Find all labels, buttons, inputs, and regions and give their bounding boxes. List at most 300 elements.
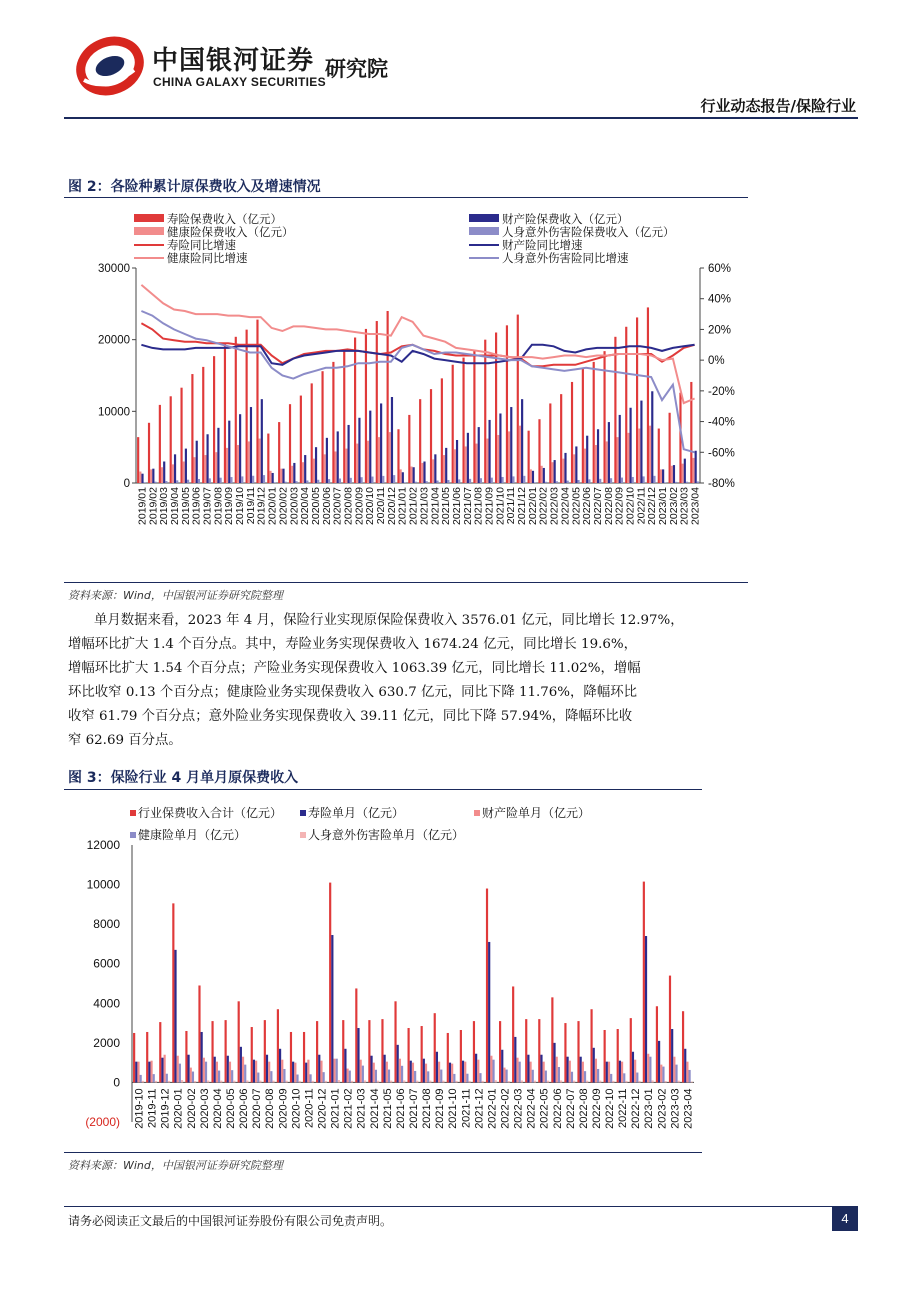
x-tick-label: 2021/05 xyxy=(440,487,453,525)
bar xyxy=(527,1055,529,1083)
bar xyxy=(159,1022,161,1082)
x-tick-label: 2022/06 xyxy=(581,487,594,525)
bar xyxy=(150,469,152,483)
bar xyxy=(334,451,336,483)
bar xyxy=(257,1073,259,1083)
bar xyxy=(473,1021,475,1082)
bar xyxy=(240,1047,242,1083)
bar xyxy=(551,997,553,1082)
bar xyxy=(292,1062,294,1083)
bar xyxy=(643,476,645,483)
bar xyxy=(630,408,632,483)
bar xyxy=(521,1080,523,1082)
bar xyxy=(625,1081,627,1083)
bar xyxy=(185,1031,187,1082)
institute-label: 研究院 xyxy=(325,57,388,81)
bar xyxy=(517,315,519,483)
bar xyxy=(209,478,211,483)
bar xyxy=(608,422,610,483)
bar xyxy=(261,399,263,483)
bar xyxy=(135,1062,137,1083)
x-tick-label: 2020/01 xyxy=(266,487,279,525)
bar xyxy=(348,425,350,483)
bar xyxy=(309,1074,311,1082)
bar xyxy=(478,427,480,483)
x-tick-label: 2020/12 xyxy=(385,487,398,525)
bar xyxy=(479,1073,481,1082)
bar xyxy=(389,432,391,483)
legend-label: 寿险同比增速 xyxy=(167,240,236,252)
bar xyxy=(238,1001,240,1082)
bar xyxy=(242,1057,244,1083)
legend-label: 健康险单月（亿元） xyxy=(138,828,247,842)
bar xyxy=(312,1081,314,1083)
x-tick-label: 2020-07 xyxy=(251,1088,264,1129)
paragraph-line: 增幅环比扩大 1.54 个百分点；产险业务实现保费收入 1063.39 亿元，同比增长 11.02%，增幅 xyxy=(68,661,641,676)
bar xyxy=(302,462,304,483)
x-tick-label: 2019/06 xyxy=(190,487,203,525)
bar xyxy=(658,1041,660,1083)
bar xyxy=(425,1064,427,1083)
bar xyxy=(678,1081,680,1083)
bar xyxy=(150,1061,152,1083)
bar xyxy=(172,464,174,483)
y-tick-label-right: -60% xyxy=(708,447,735,460)
legend-swatch xyxy=(474,810,480,816)
x-tick-label: 2021-09 xyxy=(434,1088,447,1129)
bar xyxy=(192,1072,194,1083)
bar xyxy=(443,455,445,483)
bar xyxy=(421,1026,423,1082)
bar xyxy=(691,1082,693,1083)
bar xyxy=(445,448,447,483)
bar xyxy=(204,455,206,483)
bar xyxy=(193,457,195,483)
bar xyxy=(682,1011,684,1082)
bar xyxy=(350,478,352,483)
bar xyxy=(514,1037,516,1083)
bar xyxy=(214,1057,216,1083)
bar xyxy=(237,445,239,483)
bar xyxy=(467,433,469,483)
bar xyxy=(499,413,501,483)
y-tick-label-right: 60% xyxy=(708,263,732,275)
bar xyxy=(534,1081,536,1083)
bar xyxy=(202,367,204,483)
figure2-source: 资料来源：Wind，中国银河证券研究院整理 xyxy=(68,589,283,602)
bar xyxy=(364,1080,366,1082)
bar xyxy=(286,1081,288,1083)
x-tick-label: 2021-08 xyxy=(421,1088,434,1129)
bar xyxy=(299,1081,301,1083)
bar xyxy=(502,477,504,483)
bar xyxy=(484,340,486,483)
bar xyxy=(593,1048,595,1083)
bar xyxy=(344,1049,346,1083)
bar xyxy=(545,1071,547,1083)
bar xyxy=(656,1006,658,1082)
bar xyxy=(582,1062,584,1083)
bar xyxy=(477,1060,479,1083)
x-tick-label: 2019-10 xyxy=(133,1088,146,1129)
legend-label: 人身意外伤害险单月（亿元） xyxy=(308,828,465,842)
bar xyxy=(280,469,282,483)
bar xyxy=(358,418,360,483)
bar xyxy=(480,478,482,483)
bar xyxy=(684,459,686,483)
bar xyxy=(187,480,189,483)
legend-swatch xyxy=(469,227,499,235)
bar xyxy=(660,469,662,483)
y-tick-label-right: 20% xyxy=(708,324,732,337)
bar xyxy=(632,477,634,483)
bar xyxy=(619,415,621,483)
bar xyxy=(516,1058,518,1083)
bar xyxy=(176,480,178,483)
bar xyxy=(220,1081,222,1083)
x-tick-label: 2023-04 xyxy=(682,1088,695,1129)
bar xyxy=(414,1071,416,1082)
legend-swatch xyxy=(469,214,499,222)
bar xyxy=(267,434,269,483)
bar xyxy=(367,441,369,483)
y-tick-label: 8000 xyxy=(93,917,120,932)
bar xyxy=(475,1054,477,1083)
bar xyxy=(564,1023,566,1082)
bar xyxy=(573,454,575,483)
bar xyxy=(148,1062,150,1083)
x-tick-label: 2020-03 xyxy=(198,1088,211,1129)
bar xyxy=(194,1081,196,1082)
bar xyxy=(528,431,530,483)
x-tick-label: 2021/02 xyxy=(407,487,420,525)
bar xyxy=(416,1081,418,1083)
bar xyxy=(394,1001,396,1082)
bar xyxy=(304,455,306,483)
bar xyxy=(423,1059,425,1083)
bar xyxy=(259,1081,261,1083)
bar xyxy=(320,1061,322,1083)
bar xyxy=(551,462,553,483)
bar xyxy=(185,449,187,483)
bar xyxy=(357,1028,359,1082)
bar xyxy=(560,1080,562,1082)
bar xyxy=(612,1081,614,1083)
bar xyxy=(408,1028,410,1082)
bar xyxy=(512,476,514,483)
bar xyxy=(264,1020,266,1082)
bar xyxy=(190,1068,192,1083)
y-tick-label-left: 20000 xyxy=(98,334,130,347)
bar xyxy=(686,1062,688,1083)
bar xyxy=(263,475,265,483)
bar xyxy=(469,479,471,483)
bar xyxy=(436,1052,438,1083)
x-tick-label: 2022-09 xyxy=(590,1088,603,1129)
x-tick-label: 2019/03 xyxy=(158,487,171,525)
legend-label: 寿险保费收入（亿元） xyxy=(167,214,282,226)
bar xyxy=(638,1081,640,1083)
bar xyxy=(597,429,599,483)
bar xyxy=(692,458,694,483)
bar xyxy=(403,1080,405,1082)
bar xyxy=(560,394,562,483)
x-tick-label: 2021-05 xyxy=(381,1088,394,1129)
bar xyxy=(647,307,649,483)
bar xyxy=(532,471,534,483)
bar xyxy=(294,1063,296,1083)
legend-swatch xyxy=(130,832,136,838)
bar xyxy=(508,1081,510,1082)
bar xyxy=(451,1064,453,1083)
bar xyxy=(291,466,293,483)
bar xyxy=(686,482,688,483)
x-tick-label: 2022-04 xyxy=(525,1088,538,1129)
bar xyxy=(166,1074,168,1083)
x-tick-label: 2022/01 xyxy=(526,487,539,525)
bar xyxy=(307,1060,309,1083)
bar xyxy=(599,479,601,483)
x-tick-label: 2019/02 xyxy=(147,487,160,525)
x-tick-label: 2022/04 xyxy=(559,487,572,525)
x-tick-label: 2023/02 xyxy=(667,487,680,525)
bar xyxy=(161,1058,163,1083)
bar xyxy=(382,476,384,483)
bar xyxy=(458,479,460,483)
y-tick-label: (2000) xyxy=(85,1115,120,1129)
bar xyxy=(183,462,185,484)
bar xyxy=(177,1056,179,1083)
bar xyxy=(554,460,556,483)
x-tick-label: 2021-12 xyxy=(473,1088,486,1129)
x-tick-label: 2022/05 xyxy=(570,487,583,525)
figure2-bottom-rule xyxy=(64,582,748,583)
bar xyxy=(569,1061,571,1083)
x-tick-label: 2020/05 xyxy=(309,487,322,525)
bar xyxy=(337,431,339,483)
bar xyxy=(452,365,454,483)
bar xyxy=(434,454,436,483)
figure3-source: 资料来源：Wind，中国银河证券研究院整理 xyxy=(68,1159,283,1172)
bar xyxy=(235,337,237,483)
bar xyxy=(399,1059,401,1083)
bar xyxy=(163,462,165,484)
bar xyxy=(492,1060,494,1083)
paragraph-line: 增幅环比扩大 1.4 个百分点。其中，寿险业务实现保费收入 1674.24 亿元，同比增长 19.6%， xyxy=(68,637,637,652)
bar xyxy=(375,1070,377,1083)
x-tick-label: 2023/03 xyxy=(678,487,691,525)
bar xyxy=(282,469,284,483)
paragraph-line: 收窄 61.79 个百分点；意外险业务实现保费收入 39.11 亿元，同比下降 57.94%，降幅环比收 xyxy=(68,709,633,724)
x-tick-label: 2022/08 xyxy=(602,487,615,525)
legend-label: 财产险同比增速 xyxy=(502,240,583,252)
bar xyxy=(207,1080,209,1082)
bar xyxy=(251,1027,253,1082)
bar xyxy=(636,1073,638,1083)
x-tick-label: 2020/04 xyxy=(299,487,312,525)
figure2-title: 图 2：各险种累计原保费收入及增速情况 xyxy=(68,179,321,195)
bar xyxy=(272,473,274,483)
x-tick-label: 2022/07 xyxy=(591,487,604,525)
bar xyxy=(321,371,323,483)
bar xyxy=(682,464,684,483)
bar xyxy=(142,1081,144,1083)
bar xyxy=(488,942,490,1082)
bar xyxy=(332,362,334,483)
legend-label: 健康险同比增速 xyxy=(167,253,248,265)
x-tick-label: 2021-02 xyxy=(342,1088,355,1129)
bar xyxy=(669,413,671,483)
bar xyxy=(519,1062,521,1083)
bar xyxy=(541,466,543,483)
x-tick-label: 2020/02 xyxy=(277,487,290,525)
x-tick-label: 2021-04 xyxy=(368,1088,381,1129)
bar xyxy=(595,445,597,483)
x-tick-label: 2021-07 xyxy=(408,1088,420,1129)
bar xyxy=(290,1032,292,1082)
figure3-title: 图 3：保险行业 4 月单月原保费收入 xyxy=(68,770,299,786)
x-tick-label: 2022-08 xyxy=(577,1088,590,1129)
bar xyxy=(278,422,280,483)
y-tick-label-left: 0 xyxy=(123,478,130,490)
bar xyxy=(584,1071,586,1082)
bar xyxy=(606,441,608,483)
x-tick-label: 2020/03 xyxy=(288,487,301,525)
bar xyxy=(137,437,139,483)
bar xyxy=(360,1060,362,1083)
bar xyxy=(331,935,333,1082)
x-tick-label: 2020/10 xyxy=(364,487,377,525)
bar xyxy=(621,478,623,483)
bar xyxy=(217,428,219,483)
x-tick-label: 2020-09 xyxy=(277,1088,290,1129)
bar xyxy=(231,1070,233,1082)
legend-label: 人身意外伤害险保费收入（亿元） xyxy=(502,227,675,239)
bar xyxy=(593,362,595,483)
figure3-bottom-rule xyxy=(64,1152,702,1153)
bar xyxy=(174,950,176,1083)
bar xyxy=(300,396,302,483)
bar xyxy=(376,321,378,483)
bar xyxy=(540,1055,542,1083)
bar xyxy=(501,1050,503,1083)
bar xyxy=(530,469,532,483)
figure3-top-rule xyxy=(64,789,702,790)
y-tick-label: 6000 xyxy=(93,956,120,971)
bar xyxy=(658,429,660,483)
legend-label: 行业保费收入合计（亿元） xyxy=(138,806,283,820)
chart-cumulative-premium xyxy=(64,200,754,582)
bar xyxy=(499,1021,501,1082)
x-tick-label: 2020-06 xyxy=(238,1088,251,1129)
logo-english-name: CHINA GALAXY SECURITIES xyxy=(153,75,326,89)
bar xyxy=(519,426,521,483)
x-tick-label: 2022-07 xyxy=(564,1088,577,1129)
y-tick-label: 2000 xyxy=(93,1035,120,1050)
bar xyxy=(466,1074,468,1083)
bar xyxy=(155,1081,157,1083)
bar xyxy=(274,482,276,483)
bar xyxy=(538,1019,540,1082)
footer-disclaimer: 请务必阅读正文最后的中国银河证券股份有限公司免责声明。 xyxy=(68,1214,393,1228)
bar xyxy=(361,477,363,483)
bar xyxy=(381,1019,383,1082)
bar xyxy=(336,1059,338,1083)
bar xyxy=(503,1068,505,1083)
bar xyxy=(303,1032,305,1082)
x-tick-label: 2021/06 xyxy=(450,487,463,525)
bar xyxy=(434,1013,436,1082)
bar xyxy=(269,471,271,483)
bar xyxy=(475,444,477,483)
bar xyxy=(623,1073,625,1082)
bar xyxy=(213,356,215,483)
bar xyxy=(429,1081,431,1083)
x-tick-label: 2019/10 xyxy=(234,487,247,525)
bar xyxy=(604,1030,606,1082)
bar xyxy=(575,446,577,483)
x-tick-label: 2019-11 xyxy=(146,1088,159,1128)
bar xyxy=(191,374,193,483)
bar xyxy=(305,1063,307,1083)
bar xyxy=(349,1071,351,1083)
bar xyxy=(619,1061,621,1083)
report-type: 行业动态报告/保险行业 xyxy=(700,97,856,115)
bar xyxy=(645,936,647,1082)
bar xyxy=(421,463,423,483)
bar xyxy=(139,472,141,483)
bar xyxy=(333,1059,335,1083)
paragraph-line: 环比收窄 0.13 个百分点；健康险业务实现保费收入 630.7 亿元，同比下降 11.76%，降幅环比 xyxy=(68,685,637,700)
bar xyxy=(640,401,642,483)
bar xyxy=(675,1065,677,1083)
bar xyxy=(497,435,499,483)
bar xyxy=(283,1069,285,1082)
x-tick-label: 2020-11 xyxy=(303,1088,316,1128)
bar xyxy=(241,476,243,483)
bar xyxy=(638,429,640,483)
bar xyxy=(179,1064,181,1083)
bar xyxy=(689,1070,691,1082)
x-tick-label: 2020/08 xyxy=(342,487,355,525)
x-tick-label: 2021/10 xyxy=(494,487,507,525)
bar xyxy=(165,481,167,483)
bar xyxy=(168,1081,170,1083)
legend-swatch xyxy=(130,810,136,816)
bar xyxy=(486,439,488,483)
bar xyxy=(362,1066,364,1083)
bar xyxy=(486,889,488,1083)
bar xyxy=(580,1057,582,1083)
bar xyxy=(662,469,664,483)
bar xyxy=(549,403,551,483)
y-tick-label-left: 30000 xyxy=(98,263,130,275)
bar xyxy=(630,1018,632,1082)
bar xyxy=(401,1066,403,1083)
bar xyxy=(684,1049,686,1083)
bar xyxy=(660,1065,662,1083)
bar xyxy=(462,358,464,483)
x-tick-label: 2023/04 xyxy=(689,487,702,525)
x-tick-label: 2021/09 xyxy=(483,487,496,525)
bar xyxy=(564,453,566,483)
x-tick-label: 2020-05 xyxy=(225,1088,238,1129)
x-tick-label: 2021/08 xyxy=(472,487,485,525)
bar xyxy=(599,1081,601,1083)
bar xyxy=(216,1062,218,1083)
bar xyxy=(255,1061,257,1083)
bar xyxy=(608,1062,610,1083)
